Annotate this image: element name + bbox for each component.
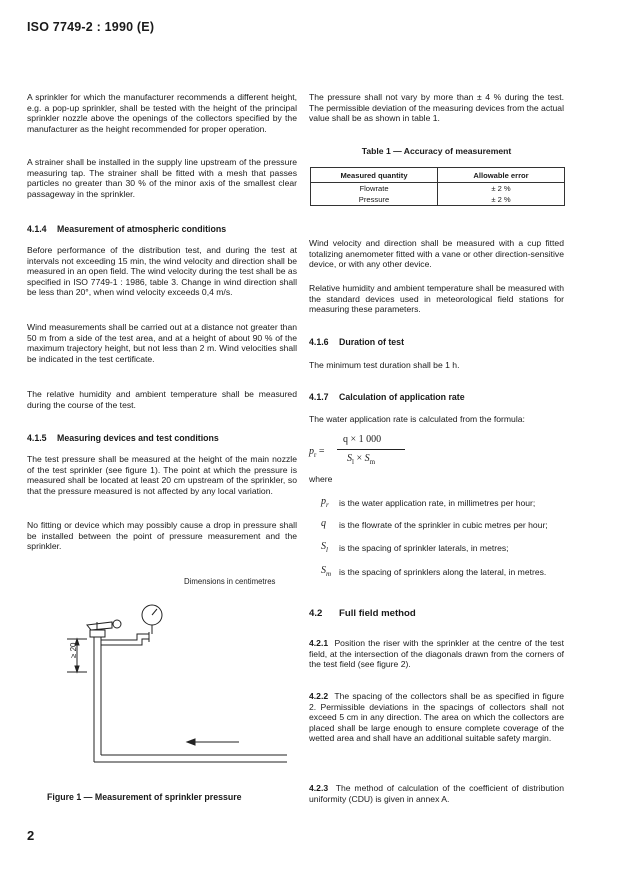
- where-label: where: [309, 474, 333, 484]
- section-number: 4.2: [309, 608, 323, 619]
- sprinkler-body: [90, 630, 105, 637]
- section-heading-4-1-5: [27, 433, 297, 443]
- document-header: ISO 7749-2 : 1990 (E): [27, 20, 155, 34]
- formula-symbol: S: [347, 453, 352, 464]
- flow-arrow-head: [187, 739, 195, 745]
- formula-equals: =: [318, 446, 325, 457]
- paragraph-no-fitting: No fitting or device which may possibly cause a drop in pressure shall be installed between the point of pressure measurement and the sprinkler.: [27, 520, 297, 552]
- sprinkler-nozzle: [113, 620, 121, 628]
- definition-symbol: q: [321, 518, 326, 529]
- table-row: [311, 194, 565, 206]
- paragraph-humidity-instruments: Relative humidity and ambient temperature shall be measured with the standard devices used in meteorological field stations for measuring these parameters.: [309, 283, 564, 315]
- formula-subscript: l: [352, 458, 354, 466]
- clause-number: 4.2.3: [309, 783, 329, 793]
- section-title: Full field method: [339, 608, 416, 619]
- table-cell: Pressure: [311, 194, 438, 206]
- section-number: 4.1.6: [309, 337, 329, 347]
- accuracy-table: [310, 167, 565, 206]
- figure-1-caption: Figure 1 — Measurement of sprinkler pressure: [47, 792, 242, 802]
- definition-text: is the spacing of sprinklers along the lateral, in metres.: [339, 567, 547, 577]
- sprinkler-arm: [87, 622, 112, 630]
- table-cell: ± 2 %: [438, 183, 565, 195]
- paragraph-humidity-temperature: The relative humidity and ambient temperature shall be measured during the course of the test.: [27, 389, 297, 410]
- paragraph-formula-intro: The water application rate is calculated from the formula:: [309, 414, 525, 424]
- dimensions-note: Dimensions in centimetres: [184, 577, 276, 586]
- paragraph-4-2-2: [309, 691, 564, 744]
- section-number: 4.1.4: [27, 224, 47, 234]
- paragraph-4-2-3: [309, 783, 564, 804]
- dimension-label: ≥ 20: [69, 642, 78, 658]
- definition-subscript: m: [326, 570, 332, 578]
- section-title: Calculation of application rate: [339, 392, 465, 402]
- definition-text: is the flowrate of the sprinkler in cubic metres per hour;: [339, 520, 548, 530]
- table-header-row: [311, 168, 565, 183]
- clause-number: 4.2.1: [309, 638, 329, 648]
- table-header-cell: Allowable error: [438, 168, 565, 183]
- paragraph-4-2-1: [309, 638, 564, 670]
- formula-subscript: m: [369, 458, 376, 466]
- section-heading-4-2: [309, 608, 564, 619]
- paragraph-wind-measurement-timing: Before performance of the distribution test, and during the test at intervals not exceeding 15 min, the wind velocity and direction shall be measured in an open field. The wind velocity during the test shall be as specified in ISO 7749-1 : 1986, table 3. Change in wind direction shall be less than 20°, when wind velocity exceeds 0,4 m/s.: [27, 245, 297, 298]
- section-heading-4-1-4: [27, 224, 297, 234]
- definition-text: is the spacing of sprinkler laterals, in metres;: [339, 543, 509, 553]
- application-rate-formula: [309, 434, 509, 474]
- dimension-arrow-down: [75, 666, 79, 672]
- definition-subscript: r: [326, 501, 329, 509]
- paragraph-wind-instruments: Wind velocity and direction shall be measured with a cup fitted totalizing anemometer fitted with a vane or other direction-sensitive device, or with any other device.: [309, 238, 564, 270]
- clause-text: The spacing of the collectors shall be as specified in figure 2. Permissible deviations in the spacings of collectors shall not exceed 5 cm in any direction. The area on which the collectors are placed shall be large enough to ensure complete coverage of the wetted area and shall have an additional suitable safety margin.: [309, 691, 564, 744]
- section-heading-4-1-6: [309, 337, 564, 347]
- table-cell: Flowrate: [311, 183, 438, 195]
- formula-symbol: p: [309, 446, 314, 457]
- formula-numerator: q × 1 000: [343, 434, 382, 445]
- definition-text: is the water application rate, in millimetres per hour;: [339, 498, 536, 508]
- formula-symbol: S: [364, 453, 370, 464]
- figure-1-sprinkler-pressure: [27, 592, 297, 792]
- clause-text: The method of calculation of the coefficient of distribution uniformity (CDU) is given in annex A.: [309, 783, 564, 804]
- section-title: Measurement of atmospheric conditions: [57, 224, 227, 234]
- paragraph-sprinkler-height: A sprinkler for which the manufacturer recommends a different height, e.g. a pop-up sprinkler, shall be tested with the height of the principal sprinkler nozzle above the openings of the collectors specified by the manufacturer as the height recommended for proper operation.: [27, 92, 297, 134]
- definition-subscript: l: [326, 546, 328, 554]
- paragraph-pressure-variation: The pressure shall not vary by more than ± 4 % during the test. The permissible deviation of the measuring devices from the actual value shall be as shown in table 1.: [309, 92, 564, 124]
- definition-symbol: S: [321, 565, 326, 576]
- formula-operator: ×: [356, 453, 363, 464]
- table-1-title: Table 1 — Accuracy of measurement: [361, 146, 512, 156]
- section-heading-4-1-7: [309, 392, 564, 402]
- table-header-cell: Measured quantity: [311, 168, 438, 183]
- table-cell: ± 2 %: [438, 194, 565, 206]
- section-title: Measuring devices and test conditions: [57, 433, 219, 443]
- formula-denominator: [347, 453, 375, 466]
- page-number: 2: [27, 828, 35, 843]
- fraction-bar: [337, 449, 405, 450]
- clause-number: 4.2.2: [309, 691, 329, 701]
- section-title: Duration of test: [339, 337, 404, 347]
- paragraph-test-duration: The minimum test duration shall be 1 h.: [309, 360, 460, 370]
- definition-symbol: S: [321, 541, 326, 552]
- clause-text: Position the riser with the sprinkler at the centre of the test field, at the intersection of the diagonals drawn from the corners of the test field (see figure 2).: [309, 638, 564, 670]
- table-row: [311, 183, 565, 195]
- paragraph-test-pressure: The test pressure shall be measured at the height of the main nozzle of the test sprinkler (see figure 1). The point at which the pressure is measured shall be located at least 20 cm upstream of the sprinkler, so that the pressure measured is not affected by any local variation.: [27, 454, 297, 496]
- section-number: 4.1.5: [27, 433, 47, 443]
- section-number: 4.1.7: [309, 392, 329, 402]
- formula-subscript: r: [314, 451, 317, 459]
- paragraph-strainer: A strainer shall be installed in the supply line upstream of the pressure measuring tap. The strainer shall be fitted with a mesh that passes particles no greater than 30 % of the minor axis of the smallest clear passageway in the sprinkler.: [27, 157, 297, 199]
- definition-symbol: p: [321, 496, 326, 507]
- paragraph-wind-measurement-location: Wind measurements shall be carried out at a distance not greater than 50 m from a side of the test area, and at a height of about 90 % of the maximum trajectory height, but not less than 2 m. Wind velocities shall be indicated in the test certificate.: [27, 322, 297, 364]
